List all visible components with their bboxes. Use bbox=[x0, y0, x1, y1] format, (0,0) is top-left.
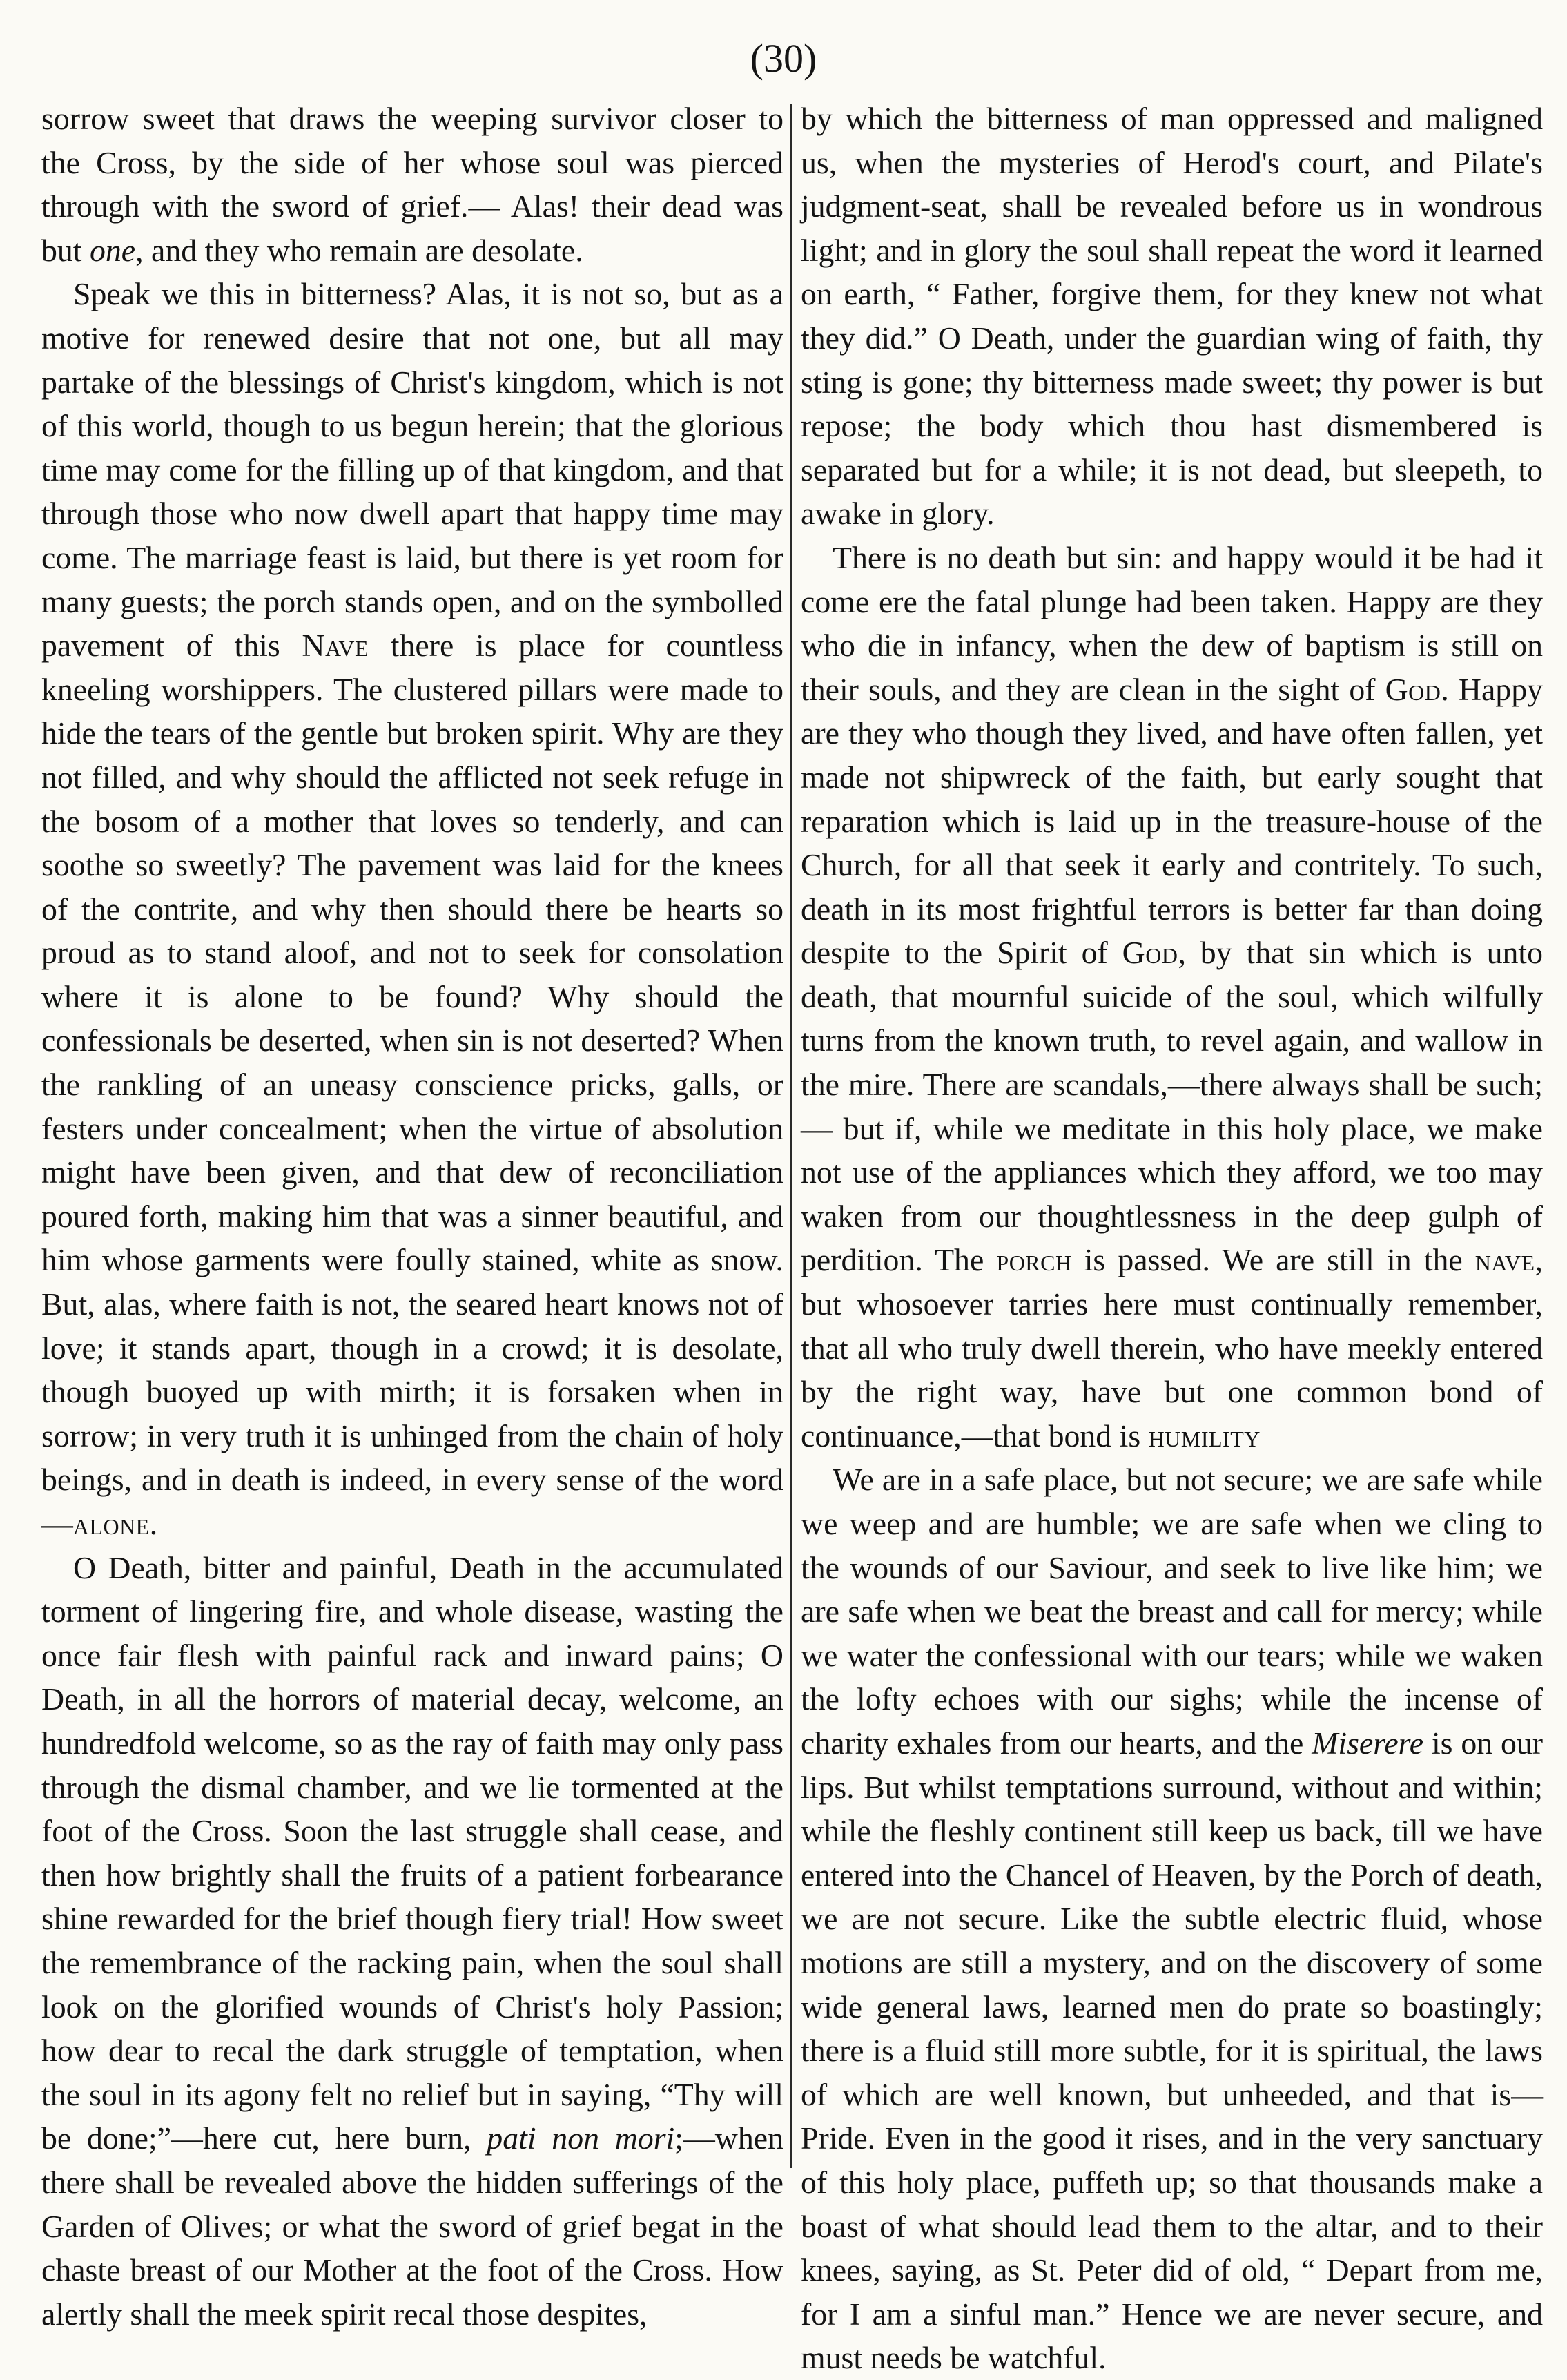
page-number: (30) bbox=[750, 36, 817, 81]
paragraph: There is no death but sin: and happy would it be had it come ere the fatal plunge had been taken. Happy are they who die in infancy, when the dew of baptism is still on their souls, and they are clean in the sight of God. Happy are they who though they lived, and have often fallen, yet made not shipwreck of the faith, but early sought that reparation which is laid up in the treasure-house of the Church, for all that seek it early and contritely. To such, death in its most frightful terrors is better far than doing despite to the Spirit of God, by that sin which is unto death, that mournful suicide of the soul, which wilfully turns from the known truth, to revel again, and wallow in the mire. There are scandals,—there always shall be such;— but if, while we meditate in this holy place, we make not use of the appliances which they afford, we too may waken from our thoughtlessness in the deep gulph of perdition. The porch is passed. We are still in the nave, but whosoever tarries here must continually remember, that all who truly dwell therein, who have meekly entered by the right way, have but one common bond of continuance,—that bond is humility bbox=[801, 539, 1543, 1453]
right-column bbox=[801, 97, 1543, 2380]
paragraph: Speak we this in bitterness? Alas, it is not so, but as a motive for renewed desire that not one, but all may partake of the blessings of Christ's kingdom, which is not of this world, though to us begun herein; that the glorious time may come for the filling up of that kingdom, and that through those who now dwell apart that happy time may come. The marriage feast is laid, but there is yet room for many guests; the porch stands open, and on the symbolled pavement of this Nave there is place for countless kneeling worshippers. The clustered pillars were made to hide the tears of the gentle but broken spirit. Why are they not filled, and why should the afflicted not seek refuge in the bosom of a mother that loves so tenderly, and can soothe so sweetly? The pavement was laid for the knees of the contrite, and why then should there be hearts so proud as to stand aloof, and not to seek for consolation where it is alone to be found? Why should the confessionals be deserted, when sin is not deserted? When the rankling of an uneasy conscience pricks, galls, or festers under concealment; when the virtue of absolution might have been given, and that dew of reconciliation poured forth, making him that was a sinner beautiful, and him whose garments were foully stained, white as snow. But, alas, where faith is not, the seared heart knows not of love; it stands apart, though in a crowd; it is desolate, though buoyed up with mirth; it is forsaken when in sorrow; in very truth it is unhinged from the chain of holy beings, and in death is indeed, in every sense of the word—alone. bbox=[41, 276, 784, 1541]
left-column bbox=[41, 97, 784, 2336]
paragraph: We are in a safe place, but not secure; we are safe while we weep and are humble; we are safe when we cling to the wounds of our Saviour, and seek to live like him; we are safe when we beat the breast and call for mercy; while we water the confessional with our tears; while we waken the lofty echoes with our sighs; while the incense of charity exhales from our hearts, and the Miserere is on our lips. But whilst temptations surround, without and within; while the fleshly continent still keep us back, till we have entered into the Chancel of Heaven, by the Porch of death, we are not secure. Like the subtle electric fluid, whose motions are still a mystery, and on the discovery of some wide general laws, learned men do prate so boastingly; there is a fluid still more subtle, for it is spiritual, the laws of which are well known, but unheeded, and that is—Pride. Even in the good it rises, and in the very sanctuary of this holy place, puffeth up; so that thousands make a boast of what should lead them to the altar, and to their knees, saying, as St. Peter did of old, “ Depart from me, for I am a sinful man.” Hence we are never secure, and must needs be watchful. bbox=[801, 1462, 1543, 2376]
paragraph: sorrow sweet that draws the weeping survivor closer to the Cross, by the side of her whose soul was pierced through with the sword of grief.— Alas! their dead was but one, and they who remain are desolate. bbox=[41, 101, 784, 268]
paragraph: O Death, bitter and painful, Death in the accumulated torment of lingering fire, and whole disease, wasting the once fair flesh with painful rack and inward pains; O Death, in all the horrors of material decay, welcome, an hundredfold welcome, so as the ray of faith may only pass through the dismal chamber, and we lie tormented at the foot of the Cross. Soon the last struggle shall cease, and then how brightly shall the fruits of a patient forbearance shine rewarded for the brief though fiery trial! How sweet the remembrance of the racking pain, when the soul shall look on the glorified wounds of Christ's holy Passion; how dear to recal the dark struggle of temptation, when the soul in its agony felt no relief but in saying, “Thy will be done;”—here cut, here burn, pati non mori;—when there shall be revealed above the hidden sufferings of the Garden of Olives; or what the sword of grief begat in the chaste breast of our Mother at the foot of the Cross. How alertly shall the meek spirit recal those despites, bbox=[41, 1549, 784, 2332]
paragraph: by which the bitterness of man oppressed and maligned us, when the mysteries of Herod's court, and Pilate's judgment-seat, shall be revealed before us in wondrous light; and in glory the soul shall repeat the word it learned on earth, “ Father, forgive them, for they knew not what they did.” O Death, under the guardian wing of faith, thy sting is gone; thy bitterness made sweet; thy power is but repose; the body which thou hast dismembered is separated but for a while; it is not dead, but sleepeth, to awake in glory. bbox=[801, 101, 1543, 532]
column-divider bbox=[790, 104, 792, 2168]
